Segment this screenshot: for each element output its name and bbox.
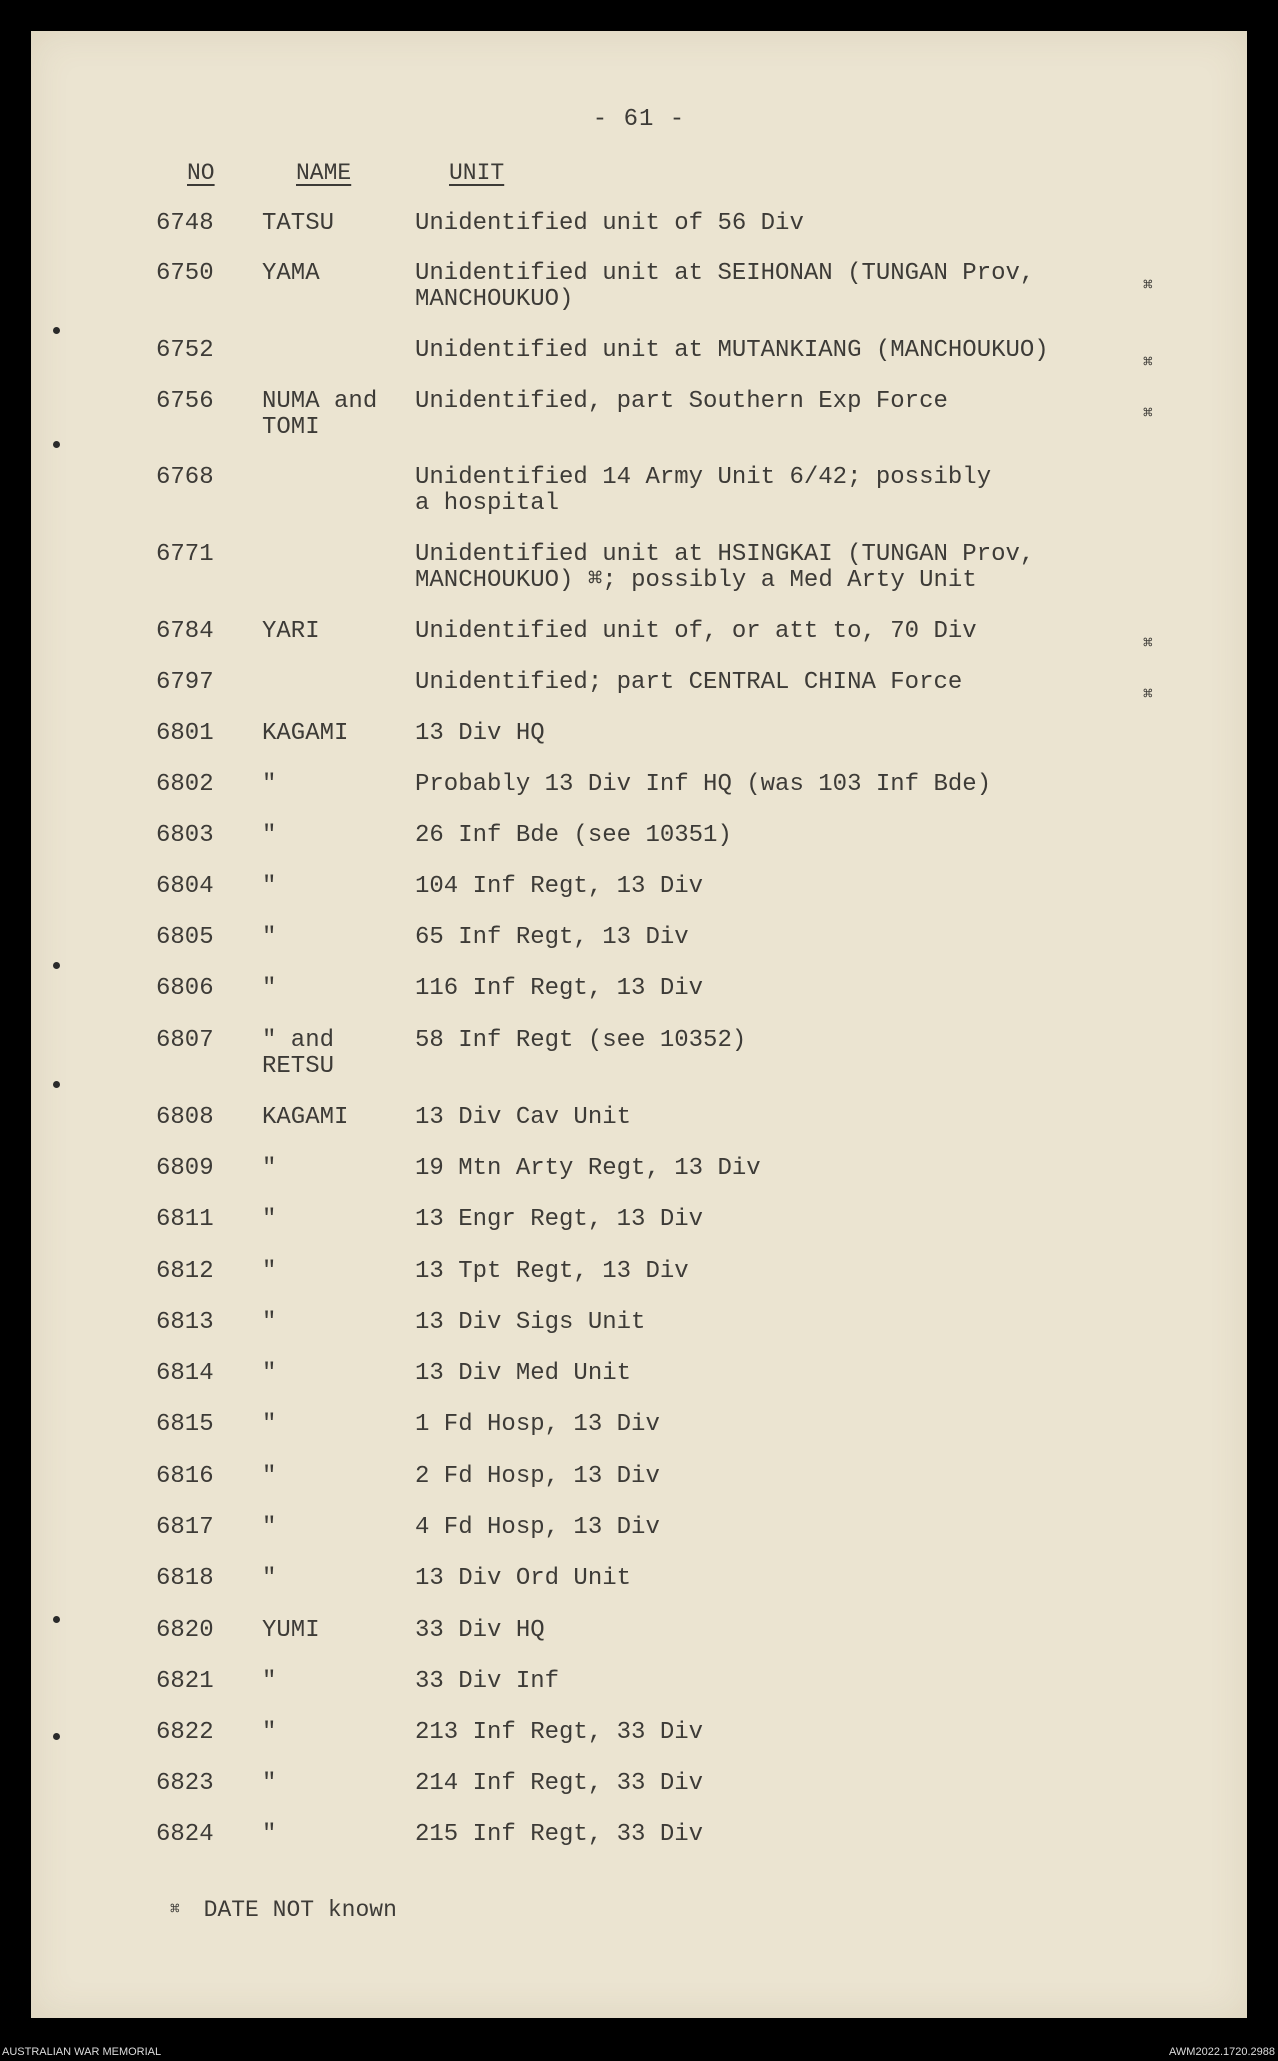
row-no: 6756 xyxy=(156,388,214,415)
row-no: 6805 xyxy=(156,924,214,951)
row-no: 6801 xyxy=(156,720,214,747)
row-name: " xyxy=(262,1206,277,1233)
row-name: NUMA and TOMI xyxy=(262,388,378,441)
row-unit: Unidentified, part Southern Exp Force xyxy=(415,388,948,415)
row-no: 6797 xyxy=(156,669,214,696)
row-name: " xyxy=(262,975,277,1002)
row-name: " xyxy=(262,1258,277,1285)
row-name: " xyxy=(262,924,277,951)
row-no: 6748 xyxy=(156,210,214,237)
row-no: 6808 xyxy=(156,1104,214,1131)
row-no: 6806 xyxy=(156,975,214,1002)
page-number: - 61 - xyxy=(592,106,686,133)
row-name: YARI xyxy=(262,618,320,645)
punch-hole xyxy=(53,1616,60,1623)
row-no: 6817 xyxy=(156,1514,214,1541)
row-name: " xyxy=(262,1309,277,1336)
footnote-mark: ⌘ xyxy=(170,1901,180,1919)
row-name: " xyxy=(262,1155,277,1182)
row-unit: 33 Div HQ xyxy=(415,1617,545,1644)
row-no: 6812 xyxy=(156,1258,214,1285)
punch-hole xyxy=(53,1081,60,1088)
row-unit: 213 Inf Regt, 33 Div xyxy=(415,1719,704,1746)
archive-id: AWM2022.1720.2988 xyxy=(1169,2046,1275,2058)
row-no: 6809 xyxy=(156,1155,214,1182)
row-unit: 13 Tpt Regt, 13 Div xyxy=(415,1258,689,1285)
row-no: 6816 xyxy=(156,1463,214,1490)
row-unit: 26 Inf Bde (see 10351) xyxy=(415,822,732,849)
row-unit: 4 Fd Hosp, 13 Div xyxy=(415,1514,660,1541)
row-unit: 116 Inf Regt, 13 Div xyxy=(415,975,704,1002)
row-no: 6752 xyxy=(156,337,214,364)
punch-hole xyxy=(53,1733,60,1740)
row-unit: Probably 13 Div Inf HQ (was 103 Inf Bde) xyxy=(415,771,992,798)
row-name: KAGAMI xyxy=(262,720,349,747)
row-no: 6821 xyxy=(156,1668,214,1695)
row-no: 6820 xyxy=(156,1617,214,1644)
row-no: 6824 xyxy=(156,1821,214,1848)
column-header-unit: UNIT xyxy=(449,160,505,186)
row-date-mark: ⌘ xyxy=(1143,354,1153,372)
row-name: TATSU xyxy=(262,210,335,237)
footnote-text: DATE NOT known xyxy=(203,1897,397,1923)
row-date-mark: ⌘ xyxy=(1143,277,1153,295)
row-unit: Unidentified unit at MUTANKIANG (MANCHOUKUO) xyxy=(415,337,1049,364)
row-unit: 1 Fd Hosp, 13 Div xyxy=(415,1411,660,1438)
punch-hole xyxy=(53,441,60,448)
row-unit: Unidentified unit of 56 Div xyxy=(415,210,804,237)
row-name: " xyxy=(262,771,277,798)
archive-label: AUSTRALIAN WAR MEMORIAL xyxy=(2,2046,162,2058)
row-name: " xyxy=(262,822,277,849)
row-no: 6814 xyxy=(156,1360,214,1387)
row-no: 6802 xyxy=(156,771,214,798)
footnote xyxy=(170,1897,397,1923)
row-name: KAGAMI xyxy=(262,1104,349,1131)
row-name: " xyxy=(262,1514,277,1541)
row-unit: Unidentified unit at SEIHONAN (TUNGAN Prov, MANCHOUKUO) xyxy=(415,260,1035,313)
row-unit: 19 Mtn Arty Regt, 13 Div xyxy=(415,1155,761,1182)
row-date-mark: ⌘ xyxy=(1143,635,1153,653)
row-unit: 13 Engr Regt, 13 Div xyxy=(415,1206,704,1233)
row-unit: 13 Div Cav Unit xyxy=(415,1104,632,1131)
row-unit: 65 Inf Regt, 13 Div xyxy=(415,924,689,951)
row-unit: 13 Div Sigs Unit xyxy=(415,1309,646,1336)
row-unit: 104 Inf Regt, 13 Div xyxy=(415,873,704,900)
row-no: 6815 xyxy=(156,1411,214,1438)
row-no: 6768 xyxy=(156,464,214,491)
punch-hole xyxy=(53,962,60,969)
row-no: 6823 xyxy=(156,1770,214,1797)
row-unit: 214 Inf Regt, 33 Div xyxy=(415,1770,704,1797)
row-unit: Unidentified unit at HSINGKAI (TUNGAN Prov, MANCHOUKUO) ⌘; possibly a Med Arty Unit xyxy=(415,541,1035,594)
row-unit: Unidentified 14 Army Unit 6/42; possibly a hospital xyxy=(415,464,992,517)
row-name: " xyxy=(262,1668,277,1695)
row-unit: 215 Inf Regt, 33 Div xyxy=(415,1821,704,1848)
row-unit: 33 Div Inf xyxy=(415,1668,560,1695)
row-no: 6807 xyxy=(156,1027,214,1054)
row-unit: 13 Div Ord Unit xyxy=(415,1565,632,1592)
row-no: 6811 xyxy=(156,1206,214,1233)
row-date-mark: ⌘ xyxy=(1143,405,1153,423)
row-name: YUMI xyxy=(262,1617,320,1644)
row-name: " xyxy=(262,1463,277,1490)
row-no: 6818 xyxy=(156,1565,214,1592)
row-no: 6803 xyxy=(156,822,214,849)
row-name: YAMA xyxy=(262,260,320,287)
row-no: 6813 xyxy=(156,1309,214,1336)
row-name: " xyxy=(262,1719,277,1746)
row-date-mark: ⌘ xyxy=(1143,686,1153,704)
row-unit: 58 Inf Regt (see 10352) xyxy=(415,1027,747,1054)
row-no: 6771 xyxy=(156,541,214,568)
column-header-name: NAME xyxy=(296,160,352,186)
row-name: " xyxy=(262,873,277,900)
row-unit: Unidentified; part CENTRAL CHINA Force xyxy=(415,669,963,696)
row-unit: Unidentified unit of, or att to, 70 Div xyxy=(415,618,977,645)
row-name: " xyxy=(262,1821,277,1848)
row-unit: 2 Fd Hosp, 13 Div xyxy=(415,1463,660,1490)
row-name: " and RETSU xyxy=(262,1027,335,1080)
row-name: " xyxy=(262,1565,277,1592)
row-name: " xyxy=(262,1770,277,1797)
row-no: 6784 xyxy=(156,618,214,645)
row-no: 6804 xyxy=(156,873,214,900)
punch-hole xyxy=(53,327,60,334)
row-no: 6750 xyxy=(156,260,214,287)
row-name: " xyxy=(262,1360,277,1387)
row-no: 6822 xyxy=(156,1719,214,1746)
column-header-no: NO xyxy=(187,160,215,186)
row-unit: 13 Div HQ xyxy=(415,720,545,747)
row-name: " xyxy=(262,1411,277,1438)
row-unit: 13 Div Med Unit xyxy=(415,1360,632,1387)
